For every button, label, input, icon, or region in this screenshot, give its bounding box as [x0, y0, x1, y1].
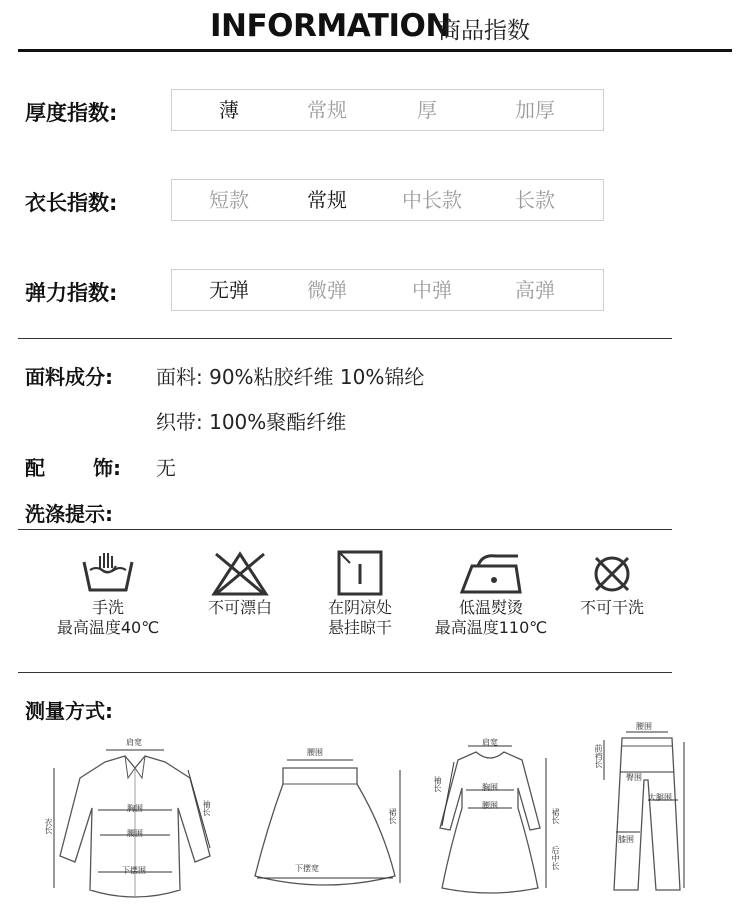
pants-waist-label: 腰围 [636, 722, 652, 731]
divider [18, 672, 672, 673]
care-item [38, 548, 178, 638]
shirt-length-label: 衣长 [44, 818, 53, 834]
length-option: 短款 [209, 188, 249, 212]
shirt-drawing [40, 738, 230, 908]
thickness-option: 加厚 [515, 98, 555, 122]
length-option: 中长款 [402, 188, 462, 212]
stretch-option: 高弹 [515, 278, 555, 302]
care-text: 低温熨烫 [458, 598, 523, 617]
pants-rise-label: 前裆长 [594, 744, 603, 768]
fabric-composition: 面料: 90%粘胶纤维 10%锦纶 [156, 365, 425, 389]
divider [18, 529, 672, 530]
dress-diagram [430, 738, 570, 903]
dress-sleeve-label: 袖长 [433, 776, 442, 792]
thickness-option: 薄 [219, 98, 239, 122]
length-option: 常规 [307, 188, 347, 212]
care-item [290, 548, 430, 638]
pants-diagram [590, 720, 690, 905]
shade-dry-icon [330, 548, 390, 598]
dress-length-label: 裙长 [551, 808, 560, 824]
pants-knee-label: 膝围 [618, 835, 634, 844]
no-dry-clean-icon [582, 548, 642, 598]
care-text: 不可干洗 [579, 598, 644, 617]
no-bleach-icon [210, 548, 270, 598]
stretch-label: 弹力指数: [25, 281, 118, 305]
stretch-option: 微弹 [307, 278, 347, 302]
accessory-value: 无 [156, 456, 176, 480]
title-en: INFORMATION [210, 8, 451, 44]
stretch-scale [171, 269, 604, 311]
composition-label: 面料成分: [25, 365, 113, 389]
care-text: 不可漂白 [207, 598, 272, 617]
hand-wash-icon [78, 548, 138, 598]
thickness-scale [171, 89, 604, 131]
stretch-option: 中弹 [412, 278, 452, 302]
dress-back-label: 后中长 [551, 846, 560, 870]
length-scale [171, 179, 604, 221]
skirt-waist-label: 腰围 [307, 748, 323, 757]
care-item [170, 548, 310, 618]
pants-hip-label: 臀围 [626, 773, 642, 782]
thickness-label: 厚度指数: [25, 101, 118, 125]
shirt-chest-label: 胸围 [127, 804, 143, 813]
band-composition: 织带: 100%聚酯纤维 [156, 410, 347, 434]
dress-chest-label: 胸围 [482, 783, 498, 792]
pants-drawing [590, 720, 690, 905]
shirt-diagram [40, 738, 230, 908]
skirt-diagram [245, 738, 415, 903]
divider [18, 338, 672, 339]
pants-thigh-label: 大腿围 [648, 793, 672, 802]
dress-shoulder-label: 肩宽 [482, 738, 498, 747]
shirt-hem-label: 下摆围 [122, 866, 146, 875]
measure-label: 测量方式: [25, 699, 113, 723]
care-text: 最高温度110℃ [434, 618, 548, 637]
length-label: 衣长指数: [25, 191, 118, 215]
wash-label: 洗涤提示: [25, 502, 113, 526]
header-divider [18, 49, 732, 52]
low-iron-icon [456, 548, 526, 598]
care-item [542, 548, 682, 618]
care-text: 手洗 [91, 598, 124, 617]
skirt-length-label: 裙长 [388, 808, 397, 824]
accessory-label-b: 饰: [93, 456, 121, 480]
care-item [421, 548, 561, 638]
accessory-label-a: 配 [25, 456, 45, 480]
dress-drawing [430, 738, 570, 903]
skirt-hem-label: 下摆宽 [295, 864, 319, 873]
shirt-waist-label: 腰围 [127, 829, 143, 838]
care-text: 最高温度40℃ [56, 618, 160, 637]
length-option: 长款 [515, 188, 555, 212]
stretch-option: 无弹 [209, 278, 249, 302]
dress-waist-label: 腰围 [482, 801, 498, 810]
care-text: 悬挂晾干 [327, 618, 392, 637]
thickness-option: 常规 [307, 98, 347, 122]
shirt-shoulder-label: 肩宽 [126, 738, 142, 747]
shirt-sleeve-label: 袖长 [202, 800, 211, 816]
title-cn: 商品指数 [438, 18, 530, 44]
thickness-option: 厚 [417, 98, 437, 122]
care-text: 在阴凉处 [327, 598, 392, 617]
